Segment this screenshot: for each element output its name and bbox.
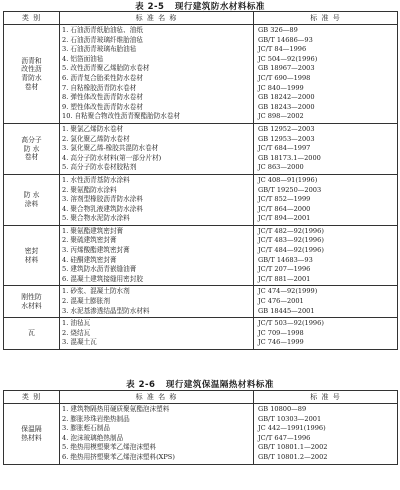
standard-name: 10. 自粘聚合物改性沥青聚酯胎防水卷材 [62,112,181,121]
standard-number: GB 18242—2000 [258,93,315,102]
standard-number: JC 898—2002 [258,112,304,121]
standard-names-cell [60,404,254,465]
standard-number: JC/T 647—1996 [258,433,311,442]
insulation-materials-table [3,390,398,465]
standard-names-cell [60,25,254,124]
standard-name: 3. 膨胀蛭石制品 [62,424,110,433]
category-cell [4,123,60,174]
standard-number: GB 326—89 [258,26,298,34]
standard-number: JC/T 484—92(1996) [258,246,324,255]
standard-name: 5. 建筑防水沥青嵌缝油膏 [62,265,137,274]
standard-numbers-cell [254,286,398,318]
standard-number: JC 840—1999 [258,83,304,92]
standard-names-cell [60,123,254,174]
category-text: 热材料 [21,433,42,442]
standard-number: JC 476—2001 [258,297,304,306]
category-group-row [4,123,398,174]
header-standard-number: 标 准 号 [254,391,398,404]
standard-numbers-cell [254,404,398,465]
standard-number: GB/T 14683—93 [258,255,313,264]
category-text: 刚性防 [21,293,42,302]
standard-name: 5. 绝热用模塑聚苯乙烯泡沫塑料 [62,443,157,452]
category-group-row [4,404,398,465]
category-text: 沥青和 [21,56,42,65]
standard-names-cell [60,225,254,286]
standard-number: GB 10800—89 [258,405,307,413]
standard-number: GB 12953—2003 [258,134,315,143]
standard-name: 4. 铝箔面油毡 [62,54,104,63]
category-text: 卷材 [24,82,39,91]
standard-name: 4. 聚合物乳液建筑防水涂料 [62,204,143,213]
standard-name: 1. 石油沥青纸胎油毡、油纸 [62,26,143,34]
category-text: 保温隔 [21,425,42,434]
standard-number: JC/T 483—92(1996) [258,236,324,245]
standard-number: JC 863—2000 [258,163,304,172]
category-text: 防 水 [23,144,40,153]
standard-name: 5. 聚合物水泥防水涂料 [62,214,130,223]
standard-number: JC 408—91(1996) [258,175,318,184]
category-group-row [4,286,398,318]
category-text: 青防水 [21,73,42,82]
standard-name: 2. 烧结瓦 [62,328,91,337]
standard-name: 4. 高分子防水材料(第一部分片材) [62,153,162,162]
category-text: 涂料 [24,199,39,208]
standard-number: JC 442—1991(1996) [258,424,326,433]
category-text: 卷材 [24,153,39,162]
category-cell [4,286,60,318]
standard-number: JC/T 503—92(1996) [258,319,324,328]
standard-name: 1. 砂浆、混凝土防水剂 [62,287,130,296]
standard-name: 6. 沥青复合胎柔性防水卷材 [62,73,143,82]
header-standard-number: 标 准 号 [254,12,398,25]
table-2-5-caption: 表 2-5 现行建筑防水材料标准 [135,2,265,12]
standard-number: JC/T 881—2001 [258,274,311,283]
standard-numbers-cell [254,174,398,225]
category-group-row [4,225,398,286]
standard-number: GB/T 10801.2—2002 [258,452,328,461]
standard-name: 3. 石油沥青玻璃布胎油毡 [62,45,137,54]
standard-name: 3. 水泥基渗透结晶型防水材料 [62,306,150,315]
standard-number: GB 12952—2003 [258,124,315,133]
standard-name: 3. 溶剂型橡胶沥青防水涂料 [62,195,143,204]
standard-numbers-cell [254,123,398,174]
standard-number: GB/T 10303—2001 [258,414,322,423]
header-standard-name: 标 准 名 称 [60,12,254,25]
header-row [4,12,398,25]
standard-name: 1. 聚氨酯建筑密封膏 [62,226,124,235]
header-standard-name: 标 准 名 称 [60,391,254,404]
header-row [4,391,398,404]
standard-name: 4. 泡沫玻璃绝热制品 [62,433,124,442]
standard-name: 2. 混凝土膨胀剂 [62,297,110,306]
standard-number: GB/T 10801.1—2002 [258,443,328,452]
standard-name: 5. 改性沥青聚乙烯胎防水卷材 [62,64,150,73]
category-text: 瓦 [28,329,35,338]
standard-number: GB/T 14686—93 [258,35,313,44]
standard-number: GB 18967—2003 [258,64,315,73]
standard-name: 2. 聚氨酯防水涂料 [62,185,117,194]
standard-name: 1. 建筑物隔热用硬质聚氨酯泡沫塑料 [62,405,170,413]
standard-name: 2. 聚硫建筑密封膏 [62,236,117,245]
standard-number: GB/T 19250—2003 [258,185,322,194]
standard-number: JC 709—1998 [258,328,304,337]
standard-name: 3. 丙烯酸酯建筑密封膏 [62,246,130,255]
category-text: 防 水 [23,191,40,200]
category-text: 密封 [24,247,39,256]
standard-name: 8. 弹性体改性沥青防水卷材 [62,93,143,102]
standard-name: 2. 石油沥青玻璃纤维胎油毡 [62,35,143,44]
standard-number: JC/T 207—1996 [258,265,311,274]
standard-name: 5. 高分子防水卷材胶粘剂 [62,163,137,172]
standard-number: GB 18173.1—2000 [258,153,321,162]
standard-names-cell [60,174,254,225]
category-text: 水材料 [21,301,42,310]
standard-numbers-cell [254,225,398,286]
category-cell [4,225,60,286]
standard-names-cell [60,286,254,318]
header-category: 类 别 [4,391,60,404]
category-cell [4,318,60,350]
standard-name: 6. 绝热用挤塑聚苯乙烯泡沫塑料(XPS) [62,452,175,461]
standard-number: JC/T 864—2000 [258,204,311,213]
category-group-row [4,25,398,124]
standard-name: 3. 混凝土瓦 [62,338,97,347]
standard-name: 6. 混凝土建筑接缝用密封胶 [62,274,143,283]
category-cell [4,174,60,225]
category-group-row [4,174,398,225]
category-cell [4,404,60,465]
standard-name: 2. 氯化聚乙烯防水卷材 [62,134,130,143]
standard-name: 9. 塑性体改性沥青防水卷材 [62,102,143,111]
standard-number: JC 746—1999 [258,338,304,347]
standard-name: 1. 聚氯乙烯防水卷材 [62,124,124,133]
standard-number: JC 504—92(1996) [258,54,318,63]
standard-number: JC/T 84—1996 [258,45,307,54]
standard-number: JC/T 690—1998 [258,73,311,82]
standard-name: 1. 水性沥青基防水涂料 [62,175,130,184]
category-text: 改性沥 [21,65,42,74]
standard-number: GB 18243—2000 [258,102,315,111]
standard-numbers-cell [254,25,398,124]
category-text: 材料 [24,255,39,264]
standard-number: JC/T 852—1999 [258,195,311,204]
standard-names-cell [60,318,254,350]
waterproof-materials-table [3,11,398,350]
standard-number: JC/T 482—92(1996) [258,226,324,235]
standard-name: 2. 膨胀珍珠岩绝热制品 [62,414,130,423]
standard-number: JC/T 894—2001 [258,214,311,223]
standard-number: JC/T 684—1997 [258,144,311,153]
standard-name: 3. 氯化聚乙烯-橡胶共混防水卷材 [62,144,159,153]
table-2-6-caption: 表 2-6 现行建筑保温隔热材料标准 [126,380,274,390]
standard-name: 1. 油毡瓦 [62,319,91,328]
header-category: 类 别 [4,12,60,25]
standard-number: GB 18445—2001 [258,306,315,315]
category-text: 高分子 [21,136,42,145]
standard-name: 4. 硅酮建筑密封膏 [62,255,117,264]
category-group-row [4,318,398,350]
standard-name: 7. 自粘橡胶沥青防水卷材 [62,83,137,92]
standard-numbers-cell [254,318,398,350]
category-cell [4,25,60,124]
standard-number: JC 474—92(1999) [258,287,318,296]
